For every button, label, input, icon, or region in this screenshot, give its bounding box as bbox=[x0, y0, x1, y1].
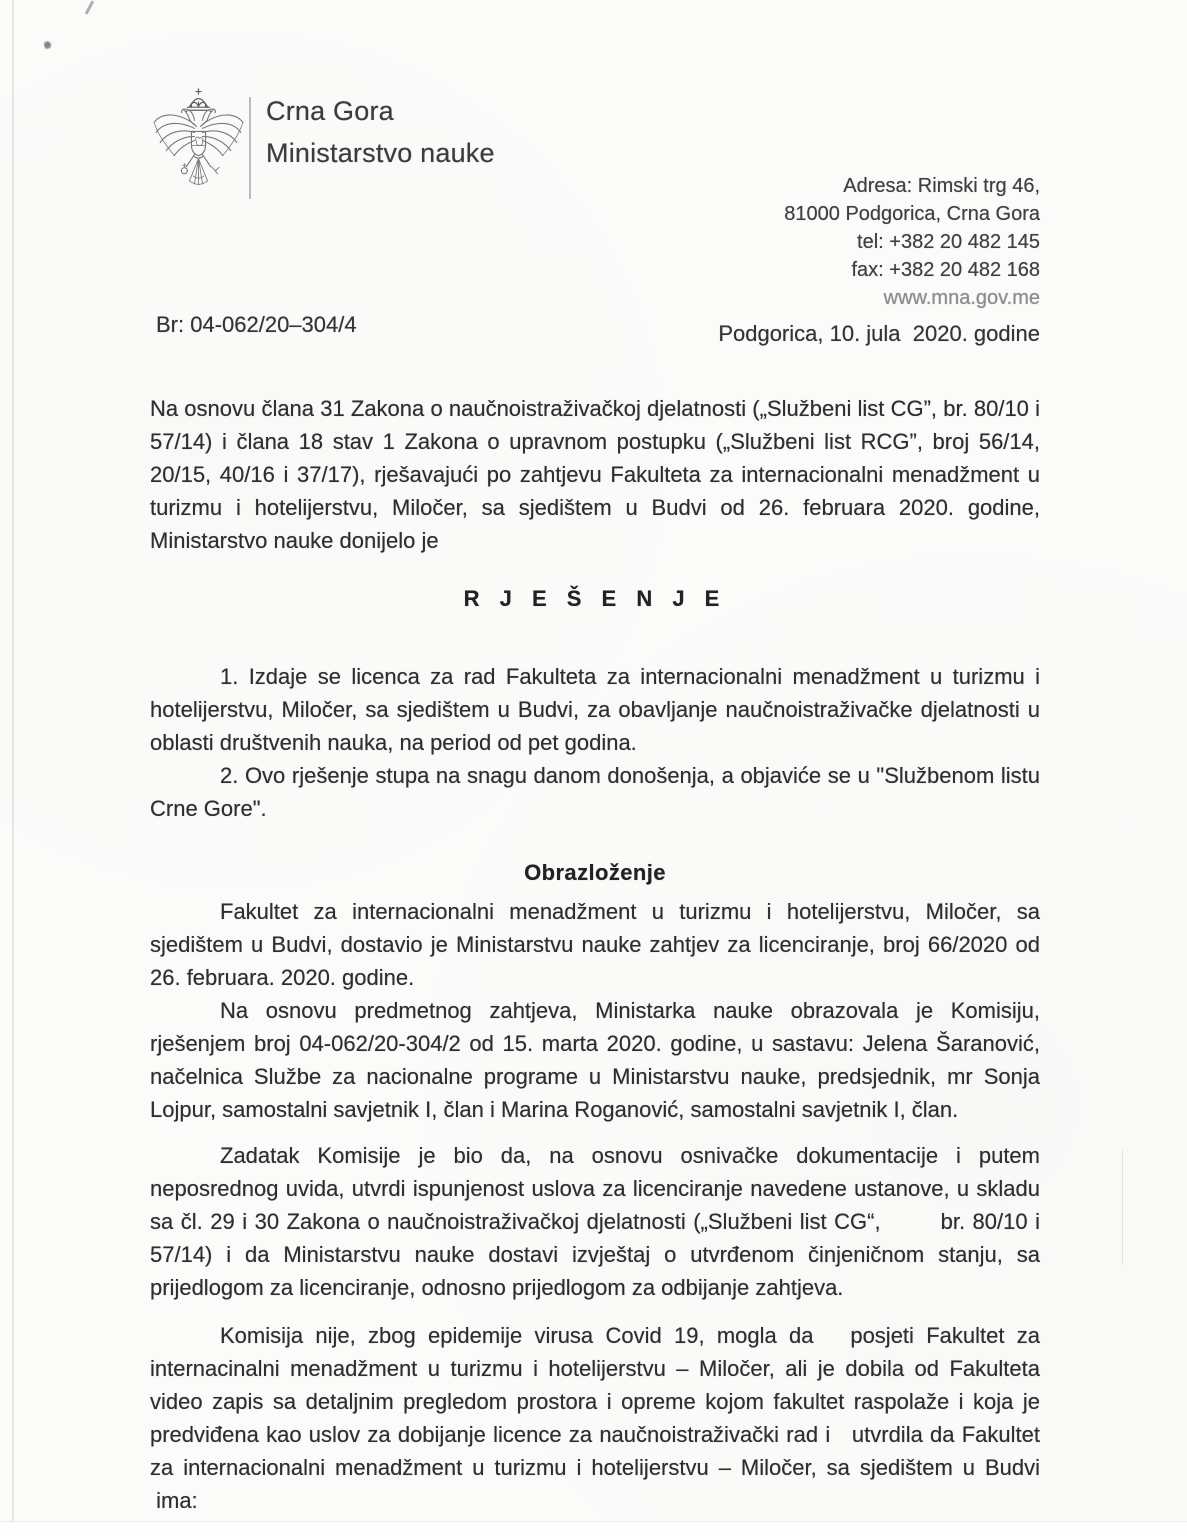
scan-line-artifact-right bbox=[1122, 1150, 1123, 1265]
scan-speck-left bbox=[43, 39, 53, 50]
scan-edge-shadow-left bbox=[12, 0, 14, 1536]
address-line-tel: tel: +382 20 482 145 bbox=[857, 231, 1040, 253]
decision-item-2: 2. Ovo rješenje stupa na snagu danom donošenja, a objaviće se u "Službenom listu Crne Gore". bbox=[150, 763, 1040, 821]
explanation-paragraph-4: Komisija nije, zbog epidemije virusa Covid 19, mogla da posjeti Fakultet za internacinalni menadžment u turizmu i hotelijerstvu – Miločer, ali je dobila od Fakulteta video zapis sa detaljnim pregledom prostora i opreme kojom fakultet raspolaže i koja je predviđena kao uslov za dobijanje licence za naučnoistraživački rad i utvrdila da Fakultet za internacionalni menadžment u turizmu i hotelijerstvu – Miločer, sa sjedištem u Budvi ima: bbox=[150, 1323, 1040, 1513]
explanation-paragraph-1: Fakultet za internacionalni menadžment u turizmu i hotelijerstvu, Miločer, sa sjedištem u Budvi, dostavio je Ministarstvu nauke zahtjev za licenciranje, broj 66/2020 od 26. februara. 2020. godine. bbox=[150, 899, 1040, 990]
website-url: www.mna.gov.me bbox=[883, 287, 1040, 309]
place-and-date: Podgorica, 10. jula 2020. godine bbox=[718, 321, 1040, 346]
decision-heading: R J E Š E N J E bbox=[463, 586, 727, 611]
ministry-name: Ministarstvo nauke bbox=[266, 138, 495, 168]
explanation-paragraph-3: Zadatak Komisije je bio da, na osnovu osnivačke dokumentacije i putem neposrednog uvida, utvrdi ispunjenost uslova za licenciranje navedene ustanove, u skladu sa čl. 29 i 30 Zakona o naučnoistraživačkoj djelatnosti („Službeni list CG“, br. 80/10 i 57/14) i da Ministarstvu nauke dostavi izvještaj o utvrđenom činjeničnom stanju, sa prijedlogom za licenciranje, odnosno prijedlogom za odbijanje zahtjeva. bbox=[150, 1143, 1040, 1300]
address-line-fax: fax: +382 20 482 168 bbox=[851, 259, 1040, 281]
scan-edge-bottom bbox=[0, 1521, 1187, 1536]
decision-item-1: 1. Izdaje se licenca za rad Fakulteta za internacionalni menadžment u turizmu i hotelijerstvu, Miločer, sa sjedištem u Budvi, za obavljanje naučnoistraživačke djelatnosti u oblasti društvenih nauka, na period od pet godina. bbox=[150, 664, 1040, 755]
coat-of-arms-icon bbox=[150, 86, 247, 199]
explanation-heading: Obrazloženje bbox=[524, 860, 666, 885]
scan-speck-top bbox=[85, 0, 95, 15]
reference-number: Br: 04-062/20–304/4 bbox=[156, 312, 357, 337]
address-line-city: 81000 Podgorica, Crna Gora bbox=[784, 203, 1040, 225]
letterhead-divider bbox=[249, 97, 251, 199]
address-block bbox=[784, 172, 1040, 312]
country-name: Crna Gora bbox=[266, 96, 394, 126]
preamble-paragraph: Na osnovu člana 31 Zakona o naučnoistraživačkoj djelatnosti („Službeni list CG”, br. 80/10 i 57/14) i člana 18 stav 1 Zakona o upravnom postupku („Službeni list RCG”, broj 56/14, 20/15, 40/16 i 37/17), rješavajući po zahtjevu Fakulteta za internacionalni menadžment u turizmu i hotelijerstvu, Miločer, sa sjedištem u Budvi od 26. februara 2020. godine, Ministarstvo nauke donijelo je bbox=[150, 396, 1040, 553]
explanation-paragraph-2: Na osnovu predmetnog zahtjeva, Ministarka nauke obrazovala je Komisiju, rješenjem broj 04-062/20-304/2 od 15. marta 2020. godine, u sastavu: Jelena Šaranović, načelnica Službe za nacionalne programe u Ministarstvu nauke, predsjednik, mr Sonja Lojpur, samostalni savjetnik I, član i Marina Roganović, samostalni savjetnik I, član. bbox=[150, 998, 1040, 1122]
address-line-street: Adresa: Rimski trg 46, bbox=[843, 175, 1040, 197]
